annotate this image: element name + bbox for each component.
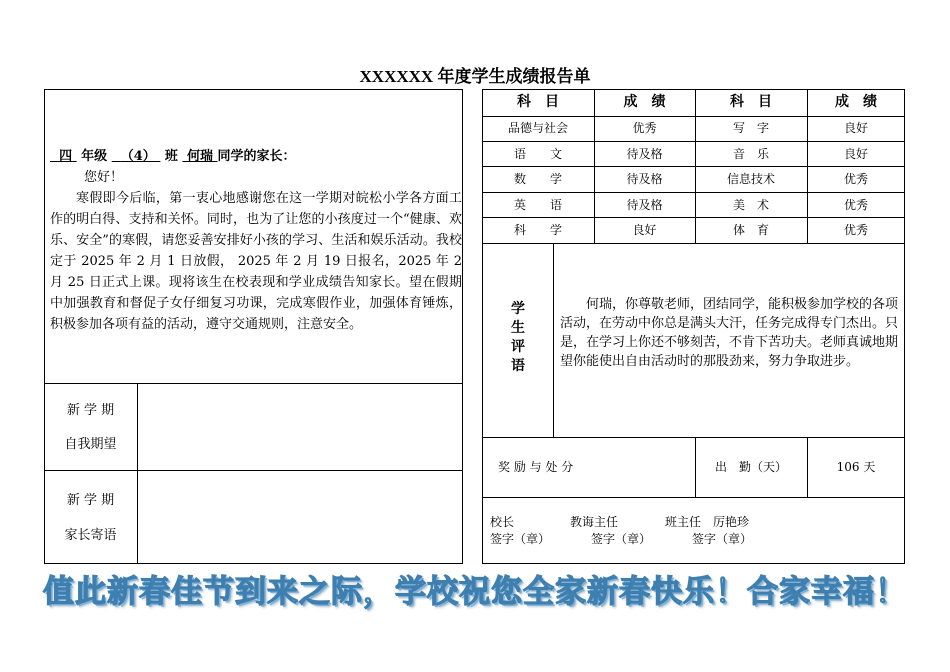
signature-teacher: 签字（章） — [692, 532, 753, 546]
score-cell: 待及格 — [626, 198, 663, 212]
score-cell: 优秀 — [843, 198, 868, 212]
letter-salutation: 您好！ — [84, 170, 124, 185]
score-cell: 优秀 — [843, 223, 868, 237]
subject-cell: 体 育 — [732, 223, 769, 237]
expectation-label-1: 新 学 期 — [66, 403, 115, 418]
score-cell: 优秀 — [632, 121, 657, 135]
score-cell: 待及格 — [626, 172, 663, 186]
reward-label: 奖 励 与 处 分 — [498, 460, 574, 474]
header-subject-2: 科 目 — [730, 94, 772, 110]
header-score-2: 成 绩 — [835, 94, 877, 110]
score-cell: 待及格 — [626, 147, 663, 161]
signature-dean: 签字（章） — [591, 532, 652, 546]
signature-principal: 签字（章） — [490, 532, 551, 546]
score-cell: 优秀 — [843, 172, 868, 186]
dean-label: 教诲主任 — [570, 515, 619, 529]
principal-label: 校长 — [490, 515, 515, 529]
score-cell: 良好 — [632, 223, 657, 237]
divider — [137, 383, 138, 564]
divider — [44, 470, 463, 471]
attendance-label: 出 勤（天） — [714, 460, 787, 474]
subject-cell: 语 文 — [513, 147, 562, 161]
parent-message-label-2: 家长寄语 — [64, 528, 117, 543]
subject-cell: 写 字 — [732, 121, 769, 135]
score-cell: 良好 — [843, 121, 868, 135]
divider — [44, 383, 463, 384]
letter-body: 寒假即今后临，第一衷心地感谢您在这一学期对皖松小学各方面工作的明白得、支持和关怀。同时，也为了让您的小孩度过一个“健康、欢乐、安全”的寒假，请您妥善安排好小孩的学习、生活和娱乐活动。我校定于 2025 年 2 月 1 日放假， 2025 年 2 月 19 日报名，2025 年 2 月 25 日正式上课。现将该生在校表现和学业成绩告知家长。望在假期中加强教育和督促子女仔细复习功课，完成寒假作业，加强体育锤炼，积极参加各项有益的活动，遵守交通规则，注意安全。 — [50, 191, 462, 332]
header-subject-1: 科 目 — [517, 94, 559, 110]
header-score-1: 成 绩 — [623, 94, 666, 110]
class: （4） — [120, 149, 156, 164]
greeting-line: 四 年级 （4） 班 何瑞 同学的家长： — [59, 149, 296, 164]
score-cell: 良好 — [843, 147, 868, 161]
subject-cell: 音 乐 — [732, 147, 769, 161]
page-title: XXXXXX 年度学生成绩报告单 — [359, 67, 591, 86]
parent-message-label-1: 新 学 期 — [66, 493, 115, 508]
subject-cell: 美 术 — [732, 198, 769, 212]
teacher-comment: 何瑞，你尊敬老师，团结同学，能积极参加学校的各项活动，在劳动中你总是满头大汗，任务完成得专门杰出。只是，在学习上你还不够刻苦，不肯下苦功夫。老师真诚地期望你能使出自由活动时的那股劲来，努力争取进步。 — [560, 297, 899, 369]
parent-letter — [50, 146, 462, 335]
subject-cell: 品德与社会 — [507, 121, 568, 135]
grade: 四 — [59, 149, 73, 164]
subject-cell: 英 语 — [513, 198, 562, 212]
subject-cell: 数 学 — [513, 172, 562, 186]
subject-cell: 科 学 — [513, 223, 562, 237]
attendance-value: 106 天 — [836, 460, 876, 474]
head-teacher-label: 班主任 厉艳珍 — [665, 515, 750, 529]
new-year-banner: 值此新春佳节到来之际，学校祝您全家新春快乐！合家幸福！ — [43, 574, 907, 610]
comment-label: 学生评语 — [511, 301, 525, 374]
subject-cell: 信息技术 — [726, 172, 775, 186]
expectation-label-2: 自我期望 — [64, 437, 117, 452]
student-name: 何瑞 — [186, 149, 213, 164]
